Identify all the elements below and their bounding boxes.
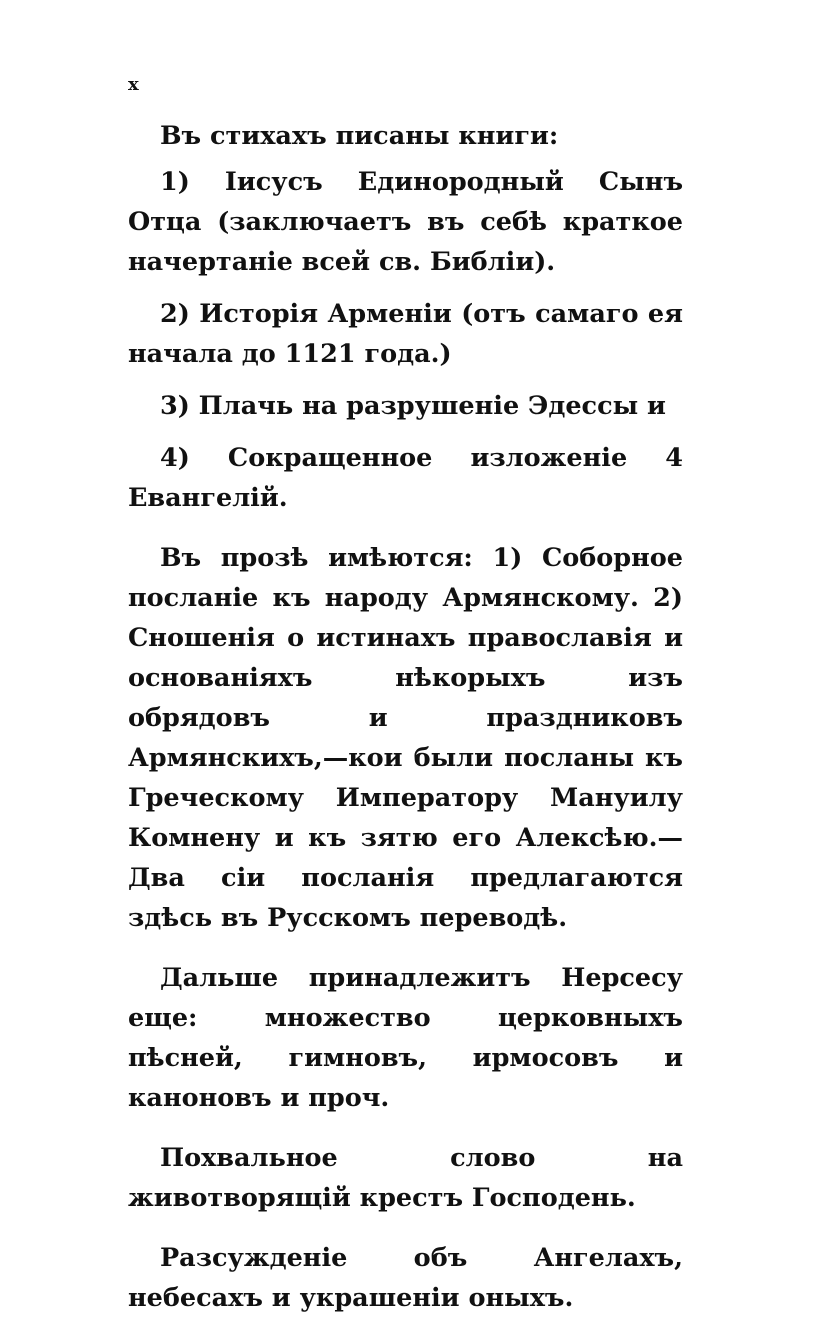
verse-item-4: 4) Сокращенное изложеніе 4 Евангелій.: [128, 443, 683, 513]
verse-item-3: 3) Плачь на разрушеніе Эдессы и: [160, 391, 666, 421]
praise-paragraph: Похвальное слово на животворящій крестъ Господень.: [128, 1143, 683, 1213]
verse-item-2: 2) Исторія Арменіи (отъ самаго ея начала до 1121 года.): [128, 299, 683, 369]
page-number: x: [128, 74, 139, 95]
page-body: [128, 116, 683, 1318]
angels-paragraph: Разсужденіе объ Ангелахъ, небесахъ и украшеніи оныхъ.: [128, 1243, 683, 1313]
verse-intro-paragraph: Въ стихахъ писаны книги:: [160, 121, 559, 151]
further-works-paragraph: Дальше принадлежитъ Нерсесу еще: множество церковныхъ пѣсней, гимновъ, ирмосовъ и каноновъ и проч.: [128, 963, 683, 1113]
prose-paragraph: Въ прозѣ имѣются: 1) Соборное посланіе къ народу Армянскому. 2) Сношенія о истинахъ православія и основаніяхъ нѣкорыхъ изъ обрядовъ и праздниковъ Армянскихъ,—кои были посланы къ Греческому Императору Мануилу Комнену и къ зятю его Алексѣю.—Два сіи посланія предлагаются здѣсь въ Русскомъ переводѣ.: [128, 543, 683, 933]
verse-item-1: 1) Iисусъ Единородный Сынъ Отца (заключаетъ въ себѣ краткое начертаніе всей св. Библіи).: [128, 167, 683, 277]
